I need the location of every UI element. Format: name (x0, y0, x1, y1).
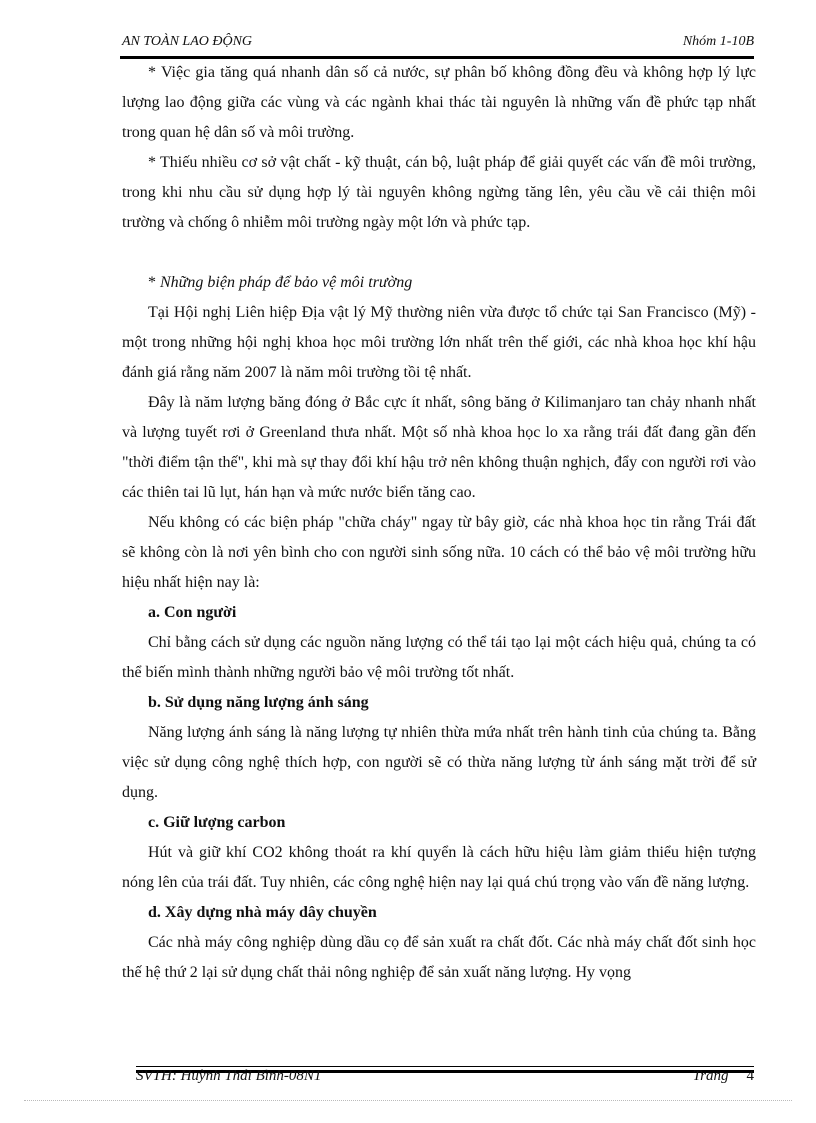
section-title: Những biện pháp để bảo vệ môi trường (160, 274, 413, 291)
page-header (122, 32, 754, 56)
paragraph: Đây là năm lượng băng đóng ở Bắc cực ít nhất, sông băng ở Kilimanjaro tan chảy nhanh nhất và lượng tuyết rơi ở Greenland thưa nhất. Một số nhà khoa học lo xa rằng trái đất đang gần đến "thời điểm tận thế", khi mà sự thay đổi khí hậu trở nên không thuận nghịch, đẩy con người rơi vào các thiên tai lũ lụt, hán hạn và mức nước biển tăng cao. (122, 394, 756, 501)
section-bullet: * (148, 274, 156, 291)
header-group: Nhóm 1-10B (682, 34, 754, 49)
paragraph: * Thiếu nhiều cơ sở vật chất - kỹ thuật, cán bộ, luật pháp để giải quyết các vấn đề môi trường, trong khi nhu cầu sử dụng hợp lý tài nguyên không ngừng tăng lên, yêu cầu về cải thiện môi trường và chống ô nhiễm môi trường ngày một lớn và phức tạp. (122, 154, 756, 231)
footer-page (693, 1068, 754, 1085)
paragraph: Chỉ bằng cách sử dụng các nguồn năng lượng có thể tái tạo lại một cách hiệu quả, chúng ta có thể biến mình thành những người bảo vệ môi trường tốt nhất. (122, 634, 756, 681)
subheading-b: b. Sử dụng năng lượng ánh sáng (148, 694, 369, 711)
subheading-d: d. Xây dựng nhà máy dây chuyền (148, 904, 377, 921)
subheading-a: a. Con người (148, 604, 237, 621)
paragraph: Các nhà máy công nghiệp dùng dầu cọ để sản xuất ra chất đốt. Các nhà máy chất đốt sinh học thế hệ thứ 2 lại sử dụng chất thải nông nghiệp để sản xuất năng lượng. Hy vọng (122, 934, 756, 981)
page-footer (136, 1068, 754, 1090)
paragraph: * Việc gia tăng quá nhanh dân số cả nước, sự phân bố không đồng đều và không hợp lý lực lượng lao động giữa các vùng và các ngành khai thác tài nguyên là những vấn đề phức tạp nhất trong quan hệ dân số và môi trường. (122, 64, 756, 141)
paragraph: Năng lượng ánh sáng là năng lượng tự nhiên thừa mứa nhất trên hành tinh của chúng ta. Bằng việc sử dụng công nghệ thích hợp, con người sẽ có thừa năng lượng từ ánh sáng mặt trời để sử dụng. (122, 724, 756, 801)
paragraph: Nếu không có các biện pháp "chữa cháy" ngay từ bây giờ, các nhà khoa học tin rằng Trái đất sẽ không còn là nơi yên bình cho con người sinh sống nữa. 10 cách có thể bảo vệ môi trường hữu hiệu nhất hiện nay là: (122, 514, 756, 591)
section-heading (122, 268, 756, 298)
subheading-c: c. Giữ lượng carbon (148, 814, 286, 831)
paragraph: Hút và giữ khí CO2 không thoát ra khí quyển là cách hữu hiệu làm giảm thiểu hiện tượng nóng lên của trái đất. Tuy nhiên, các công nghệ hiện nay lại quá chú trọng vào vấn đề năng lượng. (122, 844, 756, 891)
paragraph: Tại Hội nghị Liên hiệp Địa vật lý Mỹ thường niên vừa được tổ chức tại San Francisco (Mỹ) - một trong những hội nghị khoa học môi trường lớn nhất trên thế giới, các nhà khoa học khí hậu đánh giá rằng năm 2007 là năm môi trường tồi tệ nhất. (122, 304, 756, 381)
page-edge-divider (24, 1100, 792, 1101)
footer-page-label: Trang (692, 1068, 729, 1084)
page-number: 4 (746, 1068, 754, 1084)
footer-author: SVTH: Huỳnh Thái Bình-08N1 (136, 1068, 322, 1084)
document-body (122, 58, 756, 988)
footer-rule-thin (136, 1066, 754, 1067)
header-title: AN TOÀN LAO ĐỘNG (122, 34, 253, 49)
